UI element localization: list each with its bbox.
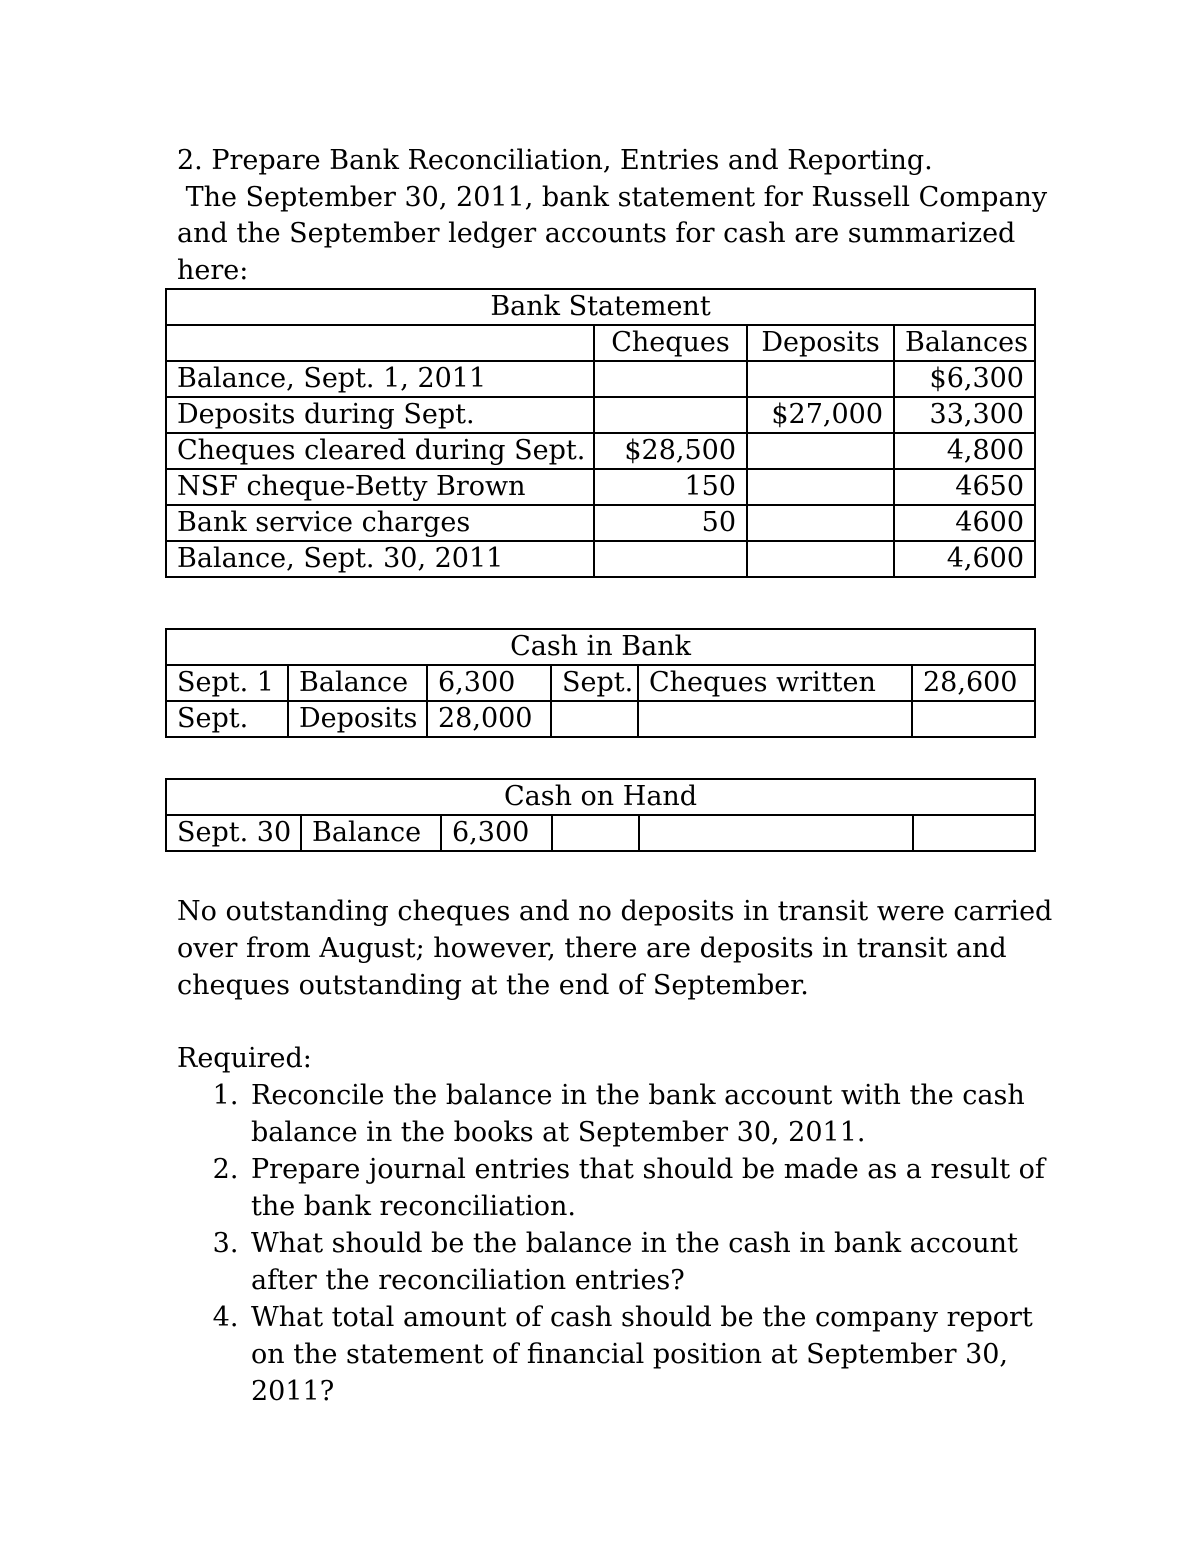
- cash-on-hand-title: Cash on Hand: [166, 779, 1035, 815]
- bank-statement-header-row: [166, 325, 1035, 361]
- credit-amount-cell: [913, 815, 1035, 851]
- deposits-cell: [747, 433, 894, 469]
- table-row: [166, 701, 1035, 737]
- cheques-cell: [594, 397, 747, 433]
- table-row: [166, 815, 1035, 851]
- list-item: 2. Prepare journal entries that should be made as a result of the bank reconciliation.: [247, 1151, 1057, 1225]
- row-label: NSF cheque-Betty Brown: [166, 469, 594, 505]
- note-section: [177, 893, 1057, 1004]
- list-item: 1. Reconcile the balance in the bank account with the cash balance in the books at September 30, 2011.: [247, 1077, 1057, 1151]
- credit-date-cell: Sept.: [551, 665, 638, 701]
- header-cell: Balances: [894, 325, 1035, 361]
- cash-in-bank-title: Cash in Bank: [166, 629, 1035, 665]
- debit-date-cell: Sept. 1: [166, 665, 288, 701]
- credit-description-cell: [639, 815, 913, 851]
- header-cell: [166, 325, 594, 361]
- header-cell: Deposits: [747, 325, 894, 361]
- cheques-cell: 50: [594, 505, 747, 541]
- note-paragraph: No outstanding cheques and no deposits in transit were carried over from August; however, there are deposits in transit and cheques outstanding at the end of September.: [177, 896, 1053, 1001]
- debit-amount-cell: 6,300: [441, 815, 552, 851]
- required-section: [177, 1040, 1057, 1410]
- credit-amount-cell: [912, 701, 1035, 737]
- debit-description-cell: Balance: [301, 815, 441, 851]
- debit-description-cell: Deposits: [288, 701, 427, 737]
- intro-section: [177, 143, 1057, 289]
- debit-amount-cell: 6,300: [427, 665, 551, 701]
- deposits-cell: [747, 469, 894, 505]
- bank-statement-title: Bank Statement: [166, 289, 1035, 325]
- deposits-cell: [747, 541, 894, 577]
- table-row: [166, 469, 1035, 505]
- credit-amount-cell: 28,600: [912, 665, 1035, 701]
- table-row: [166, 541, 1035, 577]
- balance-cell: $6,300: [894, 361, 1035, 397]
- deposits-cell: [747, 361, 894, 397]
- cheques-cell: $28,500: [594, 433, 747, 469]
- deposits-cell: [747, 505, 894, 541]
- row-label: Cheques cleared during Sept.: [166, 433, 594, 469]
- problem-heading: 2. Prepare Bank Reconciliation, Entries and Reporting.: [177, 145, 933, 176]
- row-label: Bank service charges: [166, 505, 594, 541]
- table-row: [166, 433, 1035, 469]
- debit-description-cell: Balance: [288, 665, 427, 701]
- row-label: Balance, Sept. 1, 2011: [166, 361, 594, 397]
- list-item: 4. What total amount of cash should be the company report on the statement of financial position at September 30, 2011?: [247, 1299, 1057, 1410]
- cash-on-hand-ledger: [165, 778, 1036, 852]
- table-row: [166, 397, 1035, 433]
- header-cell: Cheques: [594, 325, 747, 361]
- table-row: [166, 361, 1035, 397]
- balance-cell: 4600: [894, 505, 1035, 541]
- debit-date-cell: Sept.: [166, 701, 288, 737]
- balance-cell: 4650: [894, 469, 1035, 505]
- deposits-cell: $27,000: [747, 397, 894, 433]
- cheques-cell: [594, 361, 747, 397]
- debit-date-cell: Sept. 30: [166, 815, 301, 851]
- credit-description-cell: [638, 701, 912, 737]
- cheques-cell: [594, 541, 747, 577]
- required-label: Required:: [177, 1043, 312, 1074]
- row-label: Balance, Sept. 30, 2011: [166, 541, 594, 577]
- list-item: 3. What should be the balance in the cash in bank account after the reconciliation entries?: [247, 1225, 1057, 1299]
- balance-cell: 33,300: [894, 397, 1035, 433]
- debit-amount-cell: 28,000: [427, 701, 551, 737]
- credit-description-cell: Cheques written: [638, 665, 912, 701]
- cash-in-bank-ledger: [165, 628, 1036, 738]
- balance-cell: 4,800: [894, 433, 1035, 469]
- row-label: Deposits during Sept.: [166, 397, 594, 433]
- table-row: [166, 665, 1035, 701]
- cheques-cell: 150: [594, 469, 747, 505]
- credit-date-cell: [551, 701, 638, 737]
- credit-date-cell: [552, 815, 639, 851]
- problem-intro: The September 30, 2011, bank statement for Russell Company and the September ledger accounts for cash are summarized here:: [177, 181, 1056, 286]
- balance-cell: 4,600: [894, 541, 1035, 577]
- required-list: [177, 1077, 1057, 1410]
- table-row: [166, 505, 1035, 541]
- bank-statement-table: [165, 288, 1036, 578]
